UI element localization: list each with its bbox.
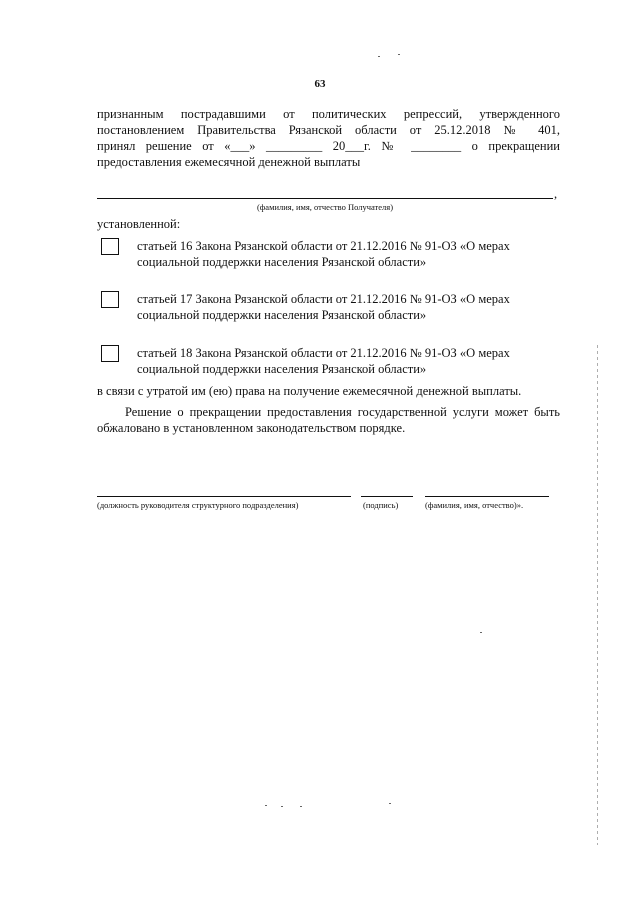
position-signature-line	[97, 496, 351, 497]
intro-line-3: принял решение от «___» _________ 20___г. № ________ о прекращении	[97, 139, 560, 153]
article-18-line-2: социальной поддержки населения Рязанской области»	[137, 362, 427, 376]
article-16-line-1: статьей 16 Закона Рязанской области от 21.12.2016 № 91-ОЗ «О мерах	[137, 239, 510, 253]
sign-caption: (подпись)	[363, 500, 399, 510]
article-16-line-2: социальной поддержки населения Рязанской области»	[137, 255, 427, 269]
scan-speck	[265, 805, 267, 806]
appeal-text: Решение о прекращении предоставления государственной услуги может быть обжаловано в установленном законодательством порядке.	[97, 405, 560, 435]
intro-paragraph	[97, 106, 560, 170]
recipient-name-line	[97, 198, 553, 199]
article-17-line-1: статьей 17 Закона Рязанской области от 21.12.2016 № 91-ОЗ «О мерах	[137, 292, 510, 306]
article-18-option	[137, 345, 567, 377]
position-caption: (должность руководителя структурного подразделения)	[97, 500, 299, 510]
established-label: установленной:	[97, 217, 181, 231]
recipient-caption: (фамилия, имя, отчество Получателя)	[256, 202, 394, 212]
sign-signature-line	[361, 496, 413, 497]
scan-speck	[300, 806, 302, 807]
name-signature-line	[425, 496, 549, 497]
intro-line-1: признанным пострадавшими от политических репрессий, утвержденного	[97, 107, 560, 121]
article-16-option	[137, 238, 567, 270]
scan-speck	[389, 803, 391, 804]
article-17-option	[137, 291, 567, 323]
scan-speck	[281, 806, 283, 807]
page-number: 63	[314, 78, 326, 90]
scan-edge-artifact	[597, 345, 598, 845]
scan-speck	[480, 632, 482, 633]
article-17-checkbox[interactable]	[101, 291, 119, 308]
intro-line-2: постановлением Правительства Рязанской области от 25.12.2018 № 401,	[97, 123, 560, 137]
scan-speck	[398, 54, 400, 55]
reason-text: в связи с утратой им (ею) права на получение ежемесячной денежной выплаты.	[97, 384, 522, 398]
article-17-line-2: социальной поддержки населения Рязанской области»	[137, 308, 427, 322]
article-18-line-1: статьей 18 Закона Рязанской области от 21.12.2016 № 91-ОЗ «О мерах	[137, 346, 510, 360]
article-18-checkbox[interactable]	[101, 345, 119, 362]
recipient-line-comma: ,	[554, 187, 558, 201]
intro-line-4: предоставления ежемесячной денежной выплаты	[97, 155, 361, 169]
name-caption: (фамилия, имя, отчество)».	[425, 500, 524, 510]
article-16-checkbox[interactable]	[101, 238, 119, 255]
scan-speck	[378, 56, 380, 57]
